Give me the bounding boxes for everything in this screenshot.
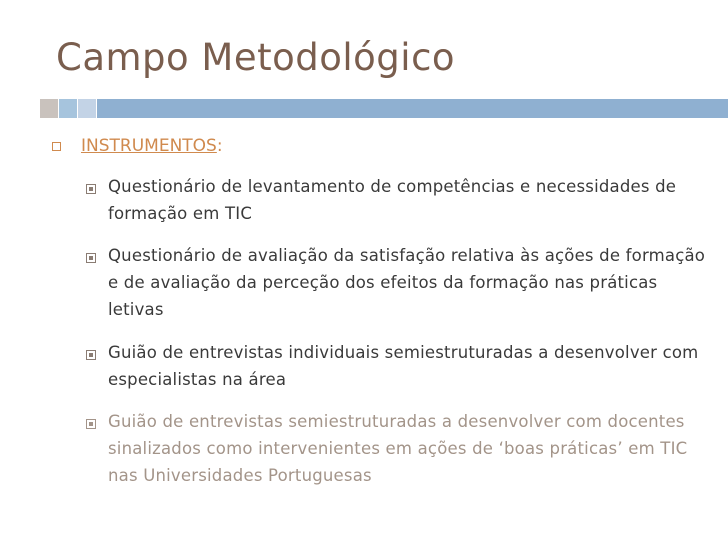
filled-square-bullet-icon	[86, 253, 96, 263]
slide-title: Campo Metodológico	[56, 36, 456, 79]
instrumentos-colon: :	[216, 136, 223, 156]
list-item-text: Questionário de levantamento de competências e necessidades de formação em TIC	[108, 177, 677, 223]
list-item	[86, 247, 706, 323]
list-item	[86, 344, 706, 393]
square-bullet-icon	[52, 142, 61, 151]
divider-block-3	[78, 99, 97, 118]
list-item-text: Guião de entrevistas semiestruturadas a desenvolver com docentes sinalizados como intervenientes em ações de ‘boas práticas’ em TIC nas Universidades Portuguesas	[108, 412, 688, 485]
divider-main	[97, 99, 728, 118]
instrumentos-link[interactable]: INSTRUMENTOS	[81, 136, 217, 156]
list-item	[86, 413, 706, 489]
bullet-instrumentos	[52, 136, 223, 156]
list-item-text: Questionário de avaliação da satisfação relativa às ações de formação e de avaliação da perceção dos efeitos da formação nas práticas letivas	[108, 246, 706, 319]
list-item-text: Guião de entrevistas individuais semiestruturadas a desenvolver com especialistas na área	[108, 343, 699, 389]
list-item	[86, 178, 706, 227]
title-divider-bar	[40, 99, 728, 118]
filled-square-bullet-icon	[86, 184, 96, 194]
filled-square-bullet-icon	[86, 419, 96, 429]
filled-square-bullet-icon	[86, 350, 96, 360]
divider-block-2	[59, 99, 78, 118]
divider-block-1	[40, 99, 59, 118]
